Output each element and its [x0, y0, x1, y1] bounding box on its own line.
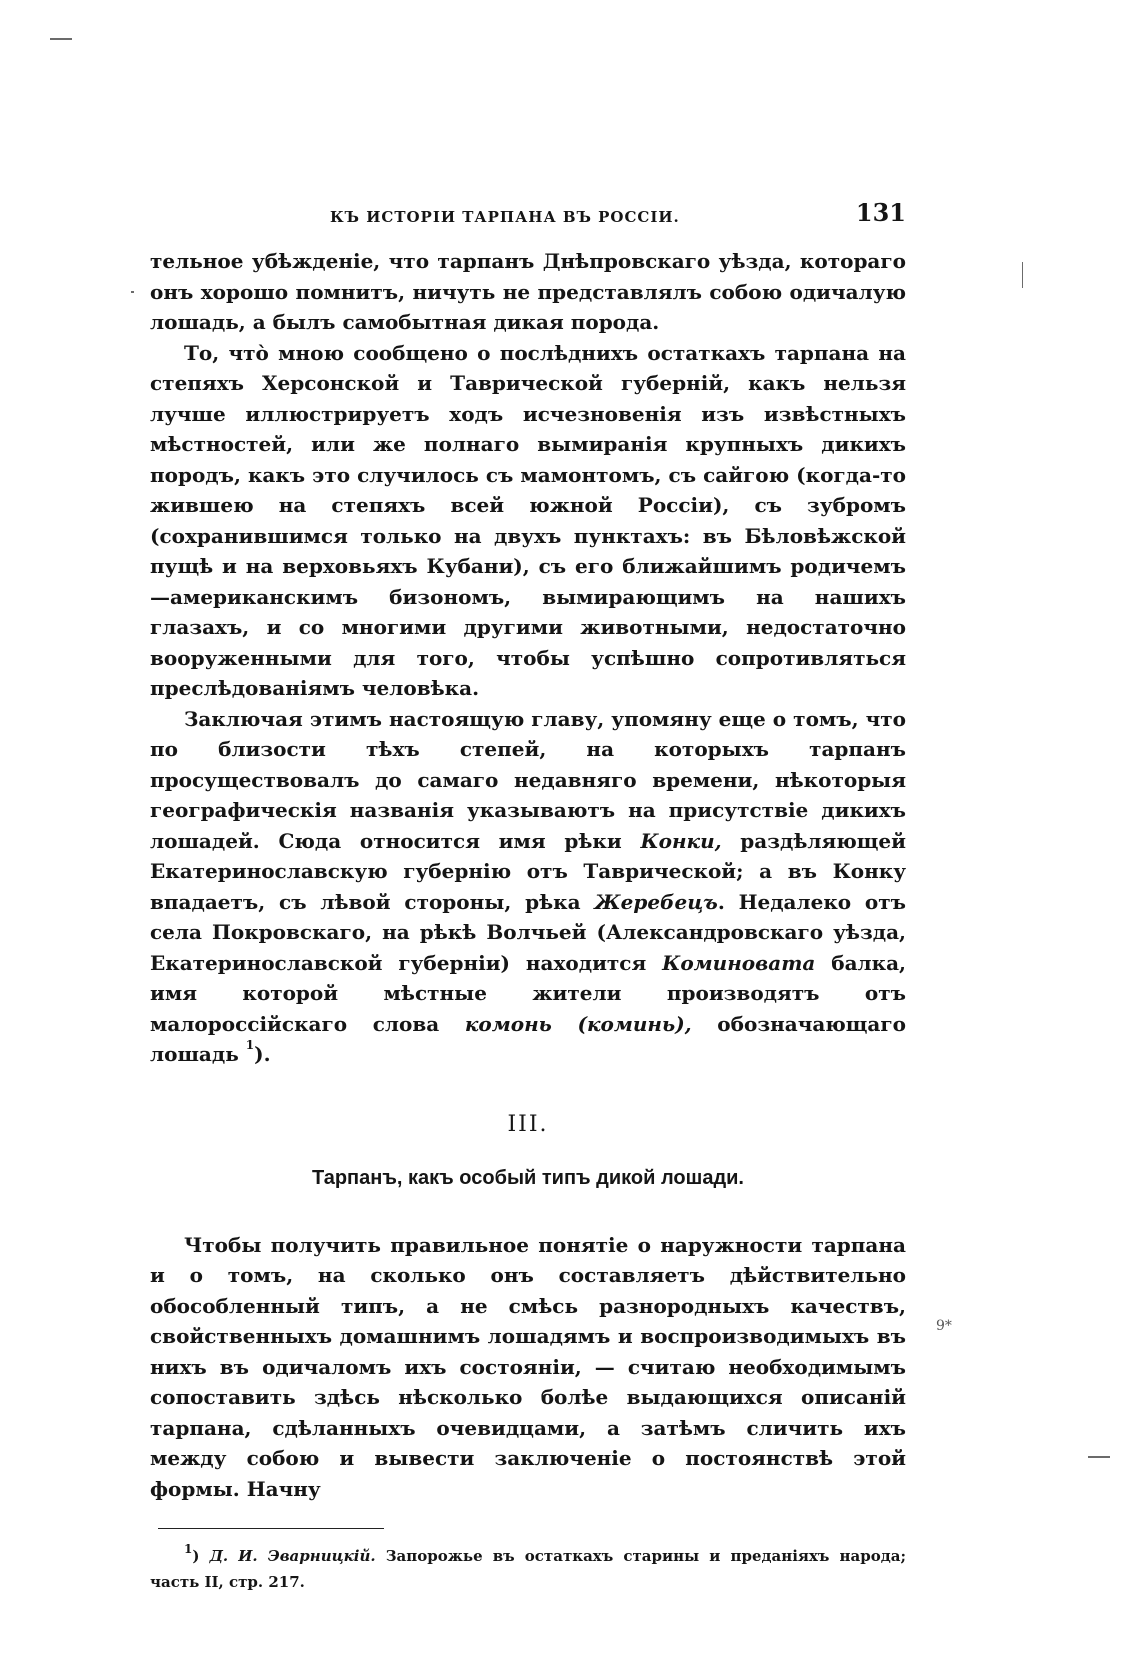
- footnote-text: Запорожье въ остаткахъ старины и преданіяхъ народа; часть II, стр. 217.: [150, 1547, 906, 1591]
- paragraph-place-names: [150, 704, 906, 1070]
- paragraph-extinction: То, что̀ мною сообщено о послѣднихъ остаткахъ тарпана на степяхъ Херсонской и Таврической губерній, какъ нельзя лучше иллюстрируетъ ходъ исчезновенія изъ извѣстныхъ мѣстностей, или же полнаго вымиранія крупныхъ дикихъ породъ, какъ это случилось съ мамонтомъ, съ сайгою (когда-то жившею на степяхъ всей южной Россіи), съ зубромъ (сохранившимся только на двухъ пунктахъ: въ Бѣловѣжской пущѣ и на верховьяхъ Кубани), съ его ближайшимъ родичемъ—американскимъ бизономъ, вымирающимъ на нашихъ глазахъ, и со многими другими животными, недостаточно вооруженными для того, чтобы успѣшно сопротивляться преслѣдованіямъ человѣка.: [150, 340, 906, 700]
- place-name-kominovata: Коминовата: [662, 950, 816, 975]
- footnote-author: Д. И. Эварницкій.: [209, 1547, 376, 1565]
- signature-mark: 9*: [936, 1318, 952, 1334]
- footnote-divider: [158, 1528, 384, 1529]
- book-page: [150, 198, 952, 1595]
- footnote: $^1$) Д. И. Эварницкій. Запорожье въ остаткахъ старины и преданіяхъ народа; часть II, стр. 217.: [150, 1542, 906, 1591]
- page-number: 131: [855, 198, 906, 227]
- footnote-reference: 1: [245, 1038, 255, 1052]
- running-head: [150, 198, 906, 238]
- paragraph-text: . Недалеко отъ села Покровскаго, на рѣкѣ Волчьей (Александровскаго уѣзда, Екатеринославской губерніи) находится: [150, 889, 907, 975]
- paragraph-text: балка, имя которой мѣстные жители производятъ отъ малороссійскаго слова: [150, 950, 906, 1036]
- section-number: III.: [507, 1111, 549, 1137]
- paragraph-text: Заключая этимъ настоящую главу, упомяну еще о томъ, что по близости тѣхъ степей, на которыхъ тарпанъ просуществовалъ до самаго недавняго времени, нѣкоторыя географическія названія указываютъ на присутствіе дикихъ лошадей. Сюда относится имя рѣки: [150, 706, 906, 853]
- paragraph-continuation: тельное убѣжденіе, что тарпанъ Днѣпровскаго уѣзда, котораго онъ хорошо помнитъ, ничуть не представлялъ собою одичалую лошадь, а былъ самобытная дикая порода.: [150, 249, 906, 334]
- paragraph-text: ).: [254, 1042, 271, 1066]
- running-title: КЪ ИСТОРІИ ТАРПАНА ВЪ РОССІИ.: [330, 208, 680, 226]
- section-heading: Тарпанъ, какъ особый типъ дикой лошади.: [311, 1166, 744, 1189]
- scan-edge-mark-left: [131, 291, 134, 293]
- place-name-zherebets: Жеребецъ: [594, 889, 718, 914]
- scan-edge-mark-bottom-right: [1088, 1456, 1110, 1458]
- paragraph-text: раздѣляющей Екатеринославскую губернію отъ Таврической; а въ Конку впадаетъ, съ лѣвой стороны, рѣка: [150, 828, 906, 914]
- paragraph-tarpan-type: Чтобы получить правильное понятіе о наружности тарпана и о томъ, на сколько онъ составляетъ дѣйствительно обособленный типъ, а не смѣсь разнородныхъ качествъ, свойственныхъ домашнимъ лошадямъ и воспроизводимыхъ въ нихъ въ одичаломъ ихъ состояніи, — считаю необходимымъ сопоставить здѣсь нѣсколько болѣе выдающихся описаній тарпана, сдѣланныхъ очевидцами, а затѣмъ сличить ихъ между собою и вывести заключеніе о постоянствѣ этой формы. Начну: [150, 1232, 906, 1501]
- scan-edge-mark-top-left: [50, 38, 72, 40]
- scan-edge-mark-right: [1022, 262, 1023, 288]
- footnote-marker: 1: [184, 1542, 193, 1556]
- paragraph-text: обозначающаго лошадь: [150, 1011, 906, 1066]
- place-name-konki: Конки,: [640, 828, 722, 853]
- word-komon: комонь (коминь),: [464, 1011, 692, 1036]
